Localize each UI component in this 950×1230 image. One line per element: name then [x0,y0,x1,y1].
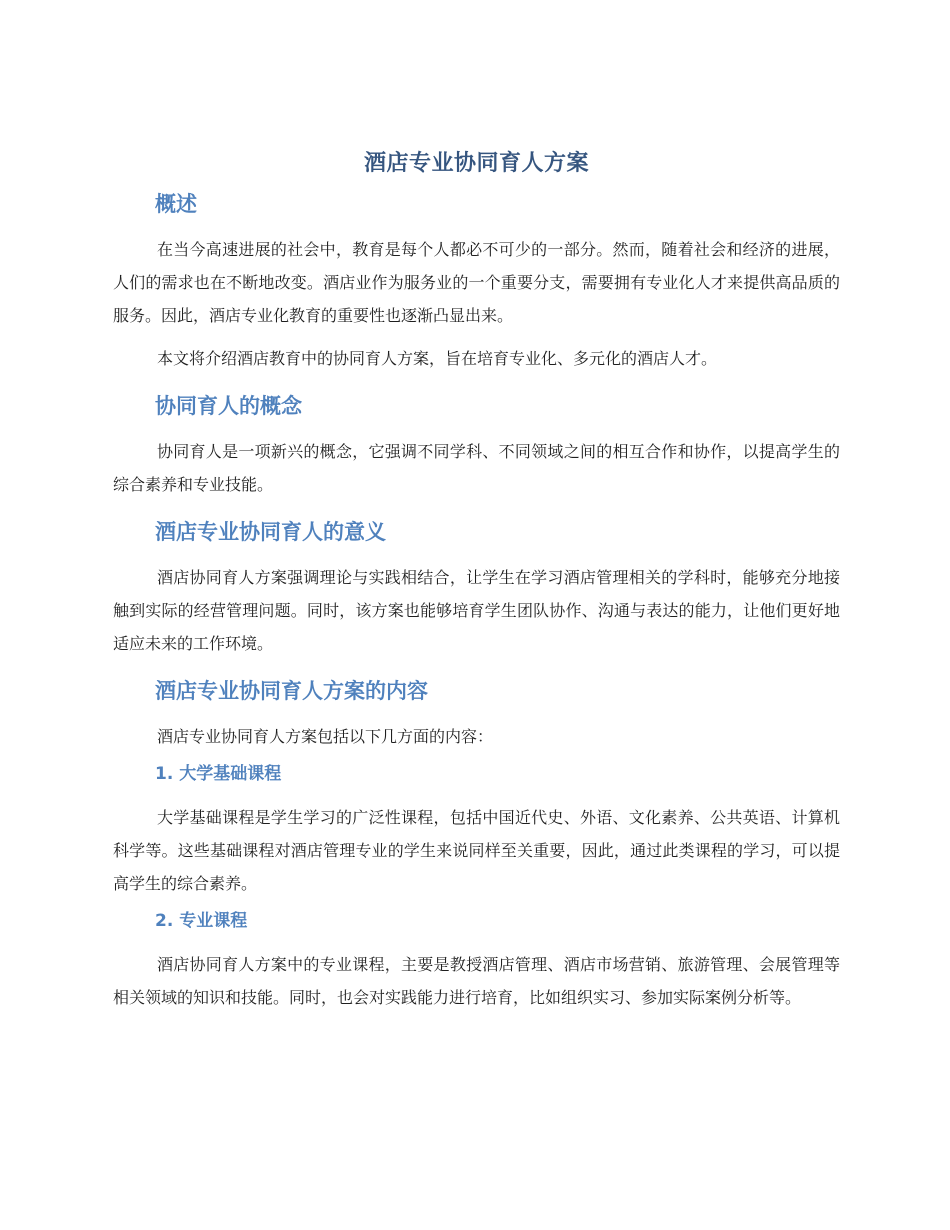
heading-contents: 酒店专业协同育人方案的内容 [155,679,428,703]
paragraph-professional-courses: 酒店协同育人方案中的专业课程，主要是教授酒店管理、酒店市场营销、旅游管理、会展管理等相关领域的知识和技能。同时，也会对实践能力进行培育，比如组织实习、参加实际案例分析等。 [113,955,840,1007]
document-title: 酒店专业协同育人方案 [363,151,589,176]
heading-professional-courses: 2. 专业课程 [155,911,248,931]
paragraph-concept-1: 协同育人是一项新兴的概念，它强调不同学科、不同领域之间的相互合作和协作，以提高学生的综合素养和专业技能。 [113,442,840,494]
paragraph-basic-courses: 大学基础课程是学生学习的广泛性课程，包括中国近代史、外语、文化素养、公共英语、计算机科学等。这些基础课程对酒店管理专业的学生来说同样至关重要，因此，通过此类课程的学习，可以提高学生的综合素养。 [113,808,840,893]
heading-basic-courses: 1. 大学基础课程 [155,764,282,784]
heading-concept: 协同育人的概念 [155,394,302,418]
document-body [113,147,840,1014]
paragraph-overview-2: 本文将介绍酒店教育中的协同育人方案，旨在培育专业化、多元化的酒店人才。 [157,349,718,368]
paragraph-significance-1: 酒店协同育人方案强调理论与实践相结合，让学生在学习酒店管理相关的学科时，能够充分地接触到实际的经营管理问题。同时，该方案也能够培育学生团队协作、沟通与表达的能力，让他们更好地适应未来的工作环境。 [113,568,840,653]
heading-significance: 酒店专业协同育人的意义 [155,520,386,544]
paragraph-contents-intro: 酒店专业协同育人方案包括以下几方面的内容： [157,727,494,746]
paragraph-overview-1: 在当今高速进展的社会中，教育是每个人都必不可少的一部分。然而，随着社会和经济的进展，人们的需求也在不断地改变。酒店业作为服务业的一个重要分支，需要拥有专业化人才来提供高品质的服务。因此，酒店专业化教育的重要性也逐渐凸显出来。 [113,240,840,325]
heading-overview: 概述 [155,192,197,216]
